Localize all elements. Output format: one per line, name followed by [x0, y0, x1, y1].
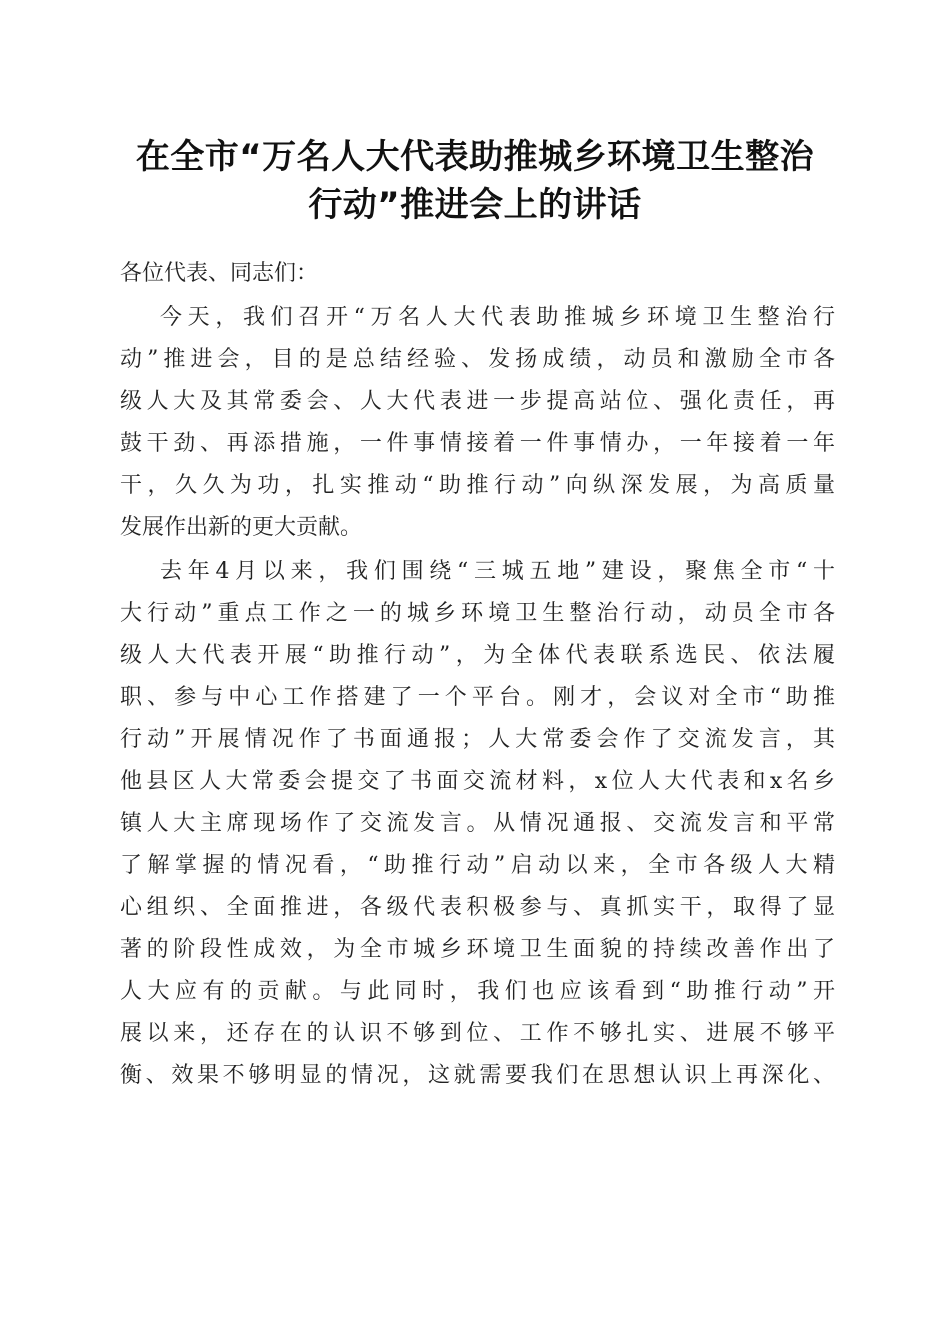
paragraph-line: 心组织、全面推进，各级代表积极参与、真抓实干，取得了显	[120, 895, 835, 920]
paragraph-line: 今天，我们召开“万名人大代表助推城乡环境卫生整治行	[160, 305, 835, 330]
paragraph-line: 衡、效果不够明显的情况，这就需要我们在思想认识上再深化、	[120, 1063, 835, 1088]
paragraph	[120, 297, 835, 549]
document-title	[100, 133, 850, 229]
paragraph-line: 镇人大主席现场作了交流发言。从情况通报、交流发言和平常	[120, 811, 835, 836]
paragraph-line: 级人大及其常委会、人大代表进一步提高站位、强化责任，再	[120, 389, 835, 414]
document-body	[120, 253, 835, 1097]
paragraph-line: 干，久久为功，扎实推动“助推行动”向纵深发展，为高质量	[120, 473, 835, 498]
paragraph-line: 大行动”重点工作之一的城乡环境卫生整治行动，动员全市各	[120, 601, 835, 626]
paragraph-line: 级人大代表开展“助推行动”，为全体代表联系选民、依法履	[120, 643, 835, 668]
paragraph-line: 著的阶段性成效，为全市城乡环境卫生面貌的持续改善作出了	[120, 937, 835, 962]
paragraph-line: 发展作出新的更大贡献。	[120, 515, 363, 540]
paragraph-line: 动”推进会，目的是总结经验、发扬成绩，动员和激励全市各	[120, 347, 835, 372]
paragraph-line: 人大应有的贡献。与此同时，我们也应该看到“助推行动”开	[120, 979, 835, 1004]
paragraph	[120, 551, 835, 1097]
paragraph-line: 他县区人大常委会提交了书面交流材料，x位人大代表和x名乡	[120, 769, 835, 794]
paragraph-line: 鼓干劲、再添措施，一件事情接着一件事情办，一年接着一年	[120, 431, 835, 456]
paragraph-line: 去年4月以来，我们围绕“三城五地”建设，聚焦全市“十	[160, 559, 835, 584]
title-line: 在全市“万名人大代表助推城乡环境卫生整治	[135, 137, 815, 177]
paragraph-line: 职、参与中心工作搭建了一个平台。刚才，会议对全市“助推	[120, 685, 835, 710]
paragraph-line: 了解掌握的情况看，“助推行动”启动以来，全市各级人大精	[120, 853, 835, 878]
paragraph-line: 行动”开展情况作了书面通报；人大常委会作了交流发言，其	[120, 727, 835, 752]
greeting: 各位代表、同志们：	[120, 261, 319, 286]
paragraph-line: 展以来，还存在的认识不够到位、工作不够扎实、进展不够平	[120, 1021, 835, 1046]
title-line: 行动”推进会上的讲话	[308, 185, 642, 225]
